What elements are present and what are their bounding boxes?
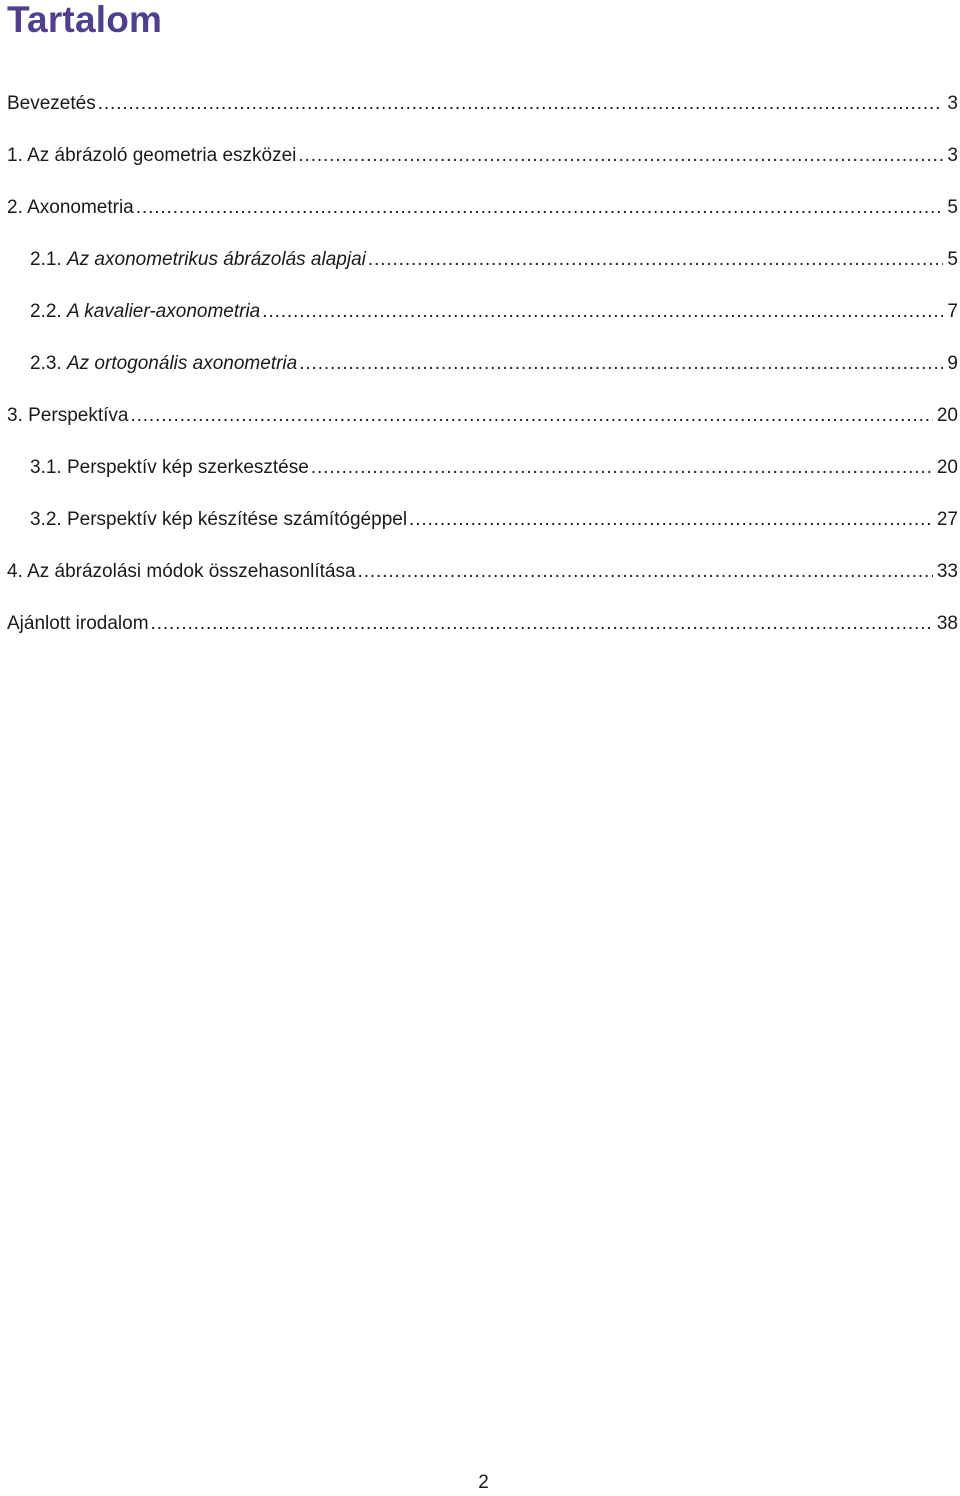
toc-entry-text: Az ábrázoló geometria eszközei xyxy=(27,145,297,166)
toc-entry[interactable] xyxy=(0,454,960,506)
toc-entry-page: 3 xyxy=(947,145,958,166)
dot-leader xyxy=(311,454,933,482)
toc-entry-label xyxy=(30,246,368,274)
toc-entry-text: Az ábrázolási módok összehasonlítása xyxy=(27,561,356,582)
toc-entry-text: A kavalier-axonometria xyxy=(66,301,261,322)
toc-entry-label xyxy=(7,558,358,586)
toc-entry-label xyxy=(7,90,98,118)
toc-entry-number: 4. xyxy=(7,561,28,582)
toc-entry-label xyxy=(7,194,136,222)
toc-entry-number: 1. xyxy=(7,145,28,166)
toc-entry-label xyxy=(7,142,298,170)
toc-entry-number: 2.1. xyxy=(30,249,67,270)
dot-leader xyxy=(299,350,943,378)
toc-entry-text: Axonometria xyxy=(27,197,134,218)
dot-leader xyxy=(262,298,943,326)
toc-entry[interactable] xyxy=(0,402,960,454)
toc-entry-number: 2. xyxy=(7,197,28,218)
toc-entry-number: 2.3. xyxy=(30,353,67,374)
toc-entry[interactable] xyxy=(0,142,960,194)
toc-entry-number: 3.1. xyxy=(30,457,67,478)
dot-leader xyxy=(151,610,933,638)
toc-entry-text: Perspektív kép szerkesztése xyxy=(66,457,309,478)
dot-leader xyxy=(409,506,933,534)
toc-entry-label xyxy=(7,610,151,638)
toc-entry-page: 3 xyxy=(947,93,958,114)
toc-entry-text: Bevezetés xyxy=(7,93,96,114)
toc-entry-page: 20 xyxy=(936,405,958,426)
dot-leader xyxy=(368,246,944,274)
toc-entry-text: Perspektív kép készítése számítógéppel xyxy=(66,509,408,530)
toc-entry[interactable] xyxy=(0,246,960,298)
toc-entry[interactable] xyxy=(0,298,960,350)
toc-entry-page: 5 xyxy=(947,249,958,270)
toc-entry-text: Az axonometrikus ábrázolás alapjai xyxy=(66,249,366,270)
toc-entry-number: 3. xyxy=(7,405,29,426)
toc-entry-page: 9 xyxy=(947,353,958,374)
dot-leader xyxy=(136,194,944,222)
toc-entry-text: Az ortogonális axonometria xyxy=(66,353,298,374)
toc-entry[interactable] xyxy=(0,558,960,610)
dot-leader xyxy=(130,402,932,430)
toc-entry-text: Ajánlott irodalom xyxy=(7,613,149,634)
table-of-contents xyxy=(0,90,960,662)
toc-entry-label xyxy=(30,350,299,378)
toc-entry-label xyxy=(30,454,311,482)
toc-entry-page: 27 xyxy=(936,509,958,530)
toc-entry-number: 3.2. xyxy=(30,509,67,530)
toc-entry-number: 2.2. xyxy=(30,301,67,322)
toc-entry-label xyxy=(7,402,130,430)
toc-entry-page: 38 xyxy=(936,613,958,634)
toc-entry-page: 5 xyxy=(947,197,958,218)
toc-entry[interactable] xyxy=(0,194,960,246)
toc-entry-page: 33 xyxy=(936,561,958,582)
page-number: 2 xyxy=(478,1472,489,1493)
toc-entry-label xyxy=(30,298,262,326)
dot-leader xyxy=(358,558,933,586)
toc-entry-page: 20 xyxy=(936,457,958,478)
toc-entry-page: 7 xyxy=(947,301,958,322)
dot-leader xyxy=(298,142,943,170)
page-title: Tartalom xyxy=(7,0,163,40)
dot-leader xyxy=(98,90,944,118)
toc-entry-label xyxy=(30,506,409,534)
toc-entry[interactable] xyxy=(0,610,960,662)
toc-entry[interactable] xyxy=(0,350,960,402)
toc-entry[interactable] xyxy=(0,506,960,558)
toc-entry[interactable] xyxy=(0,90,960,142)
toc-entry-text: Perspektíva xyxy=(28,405,129,426)
